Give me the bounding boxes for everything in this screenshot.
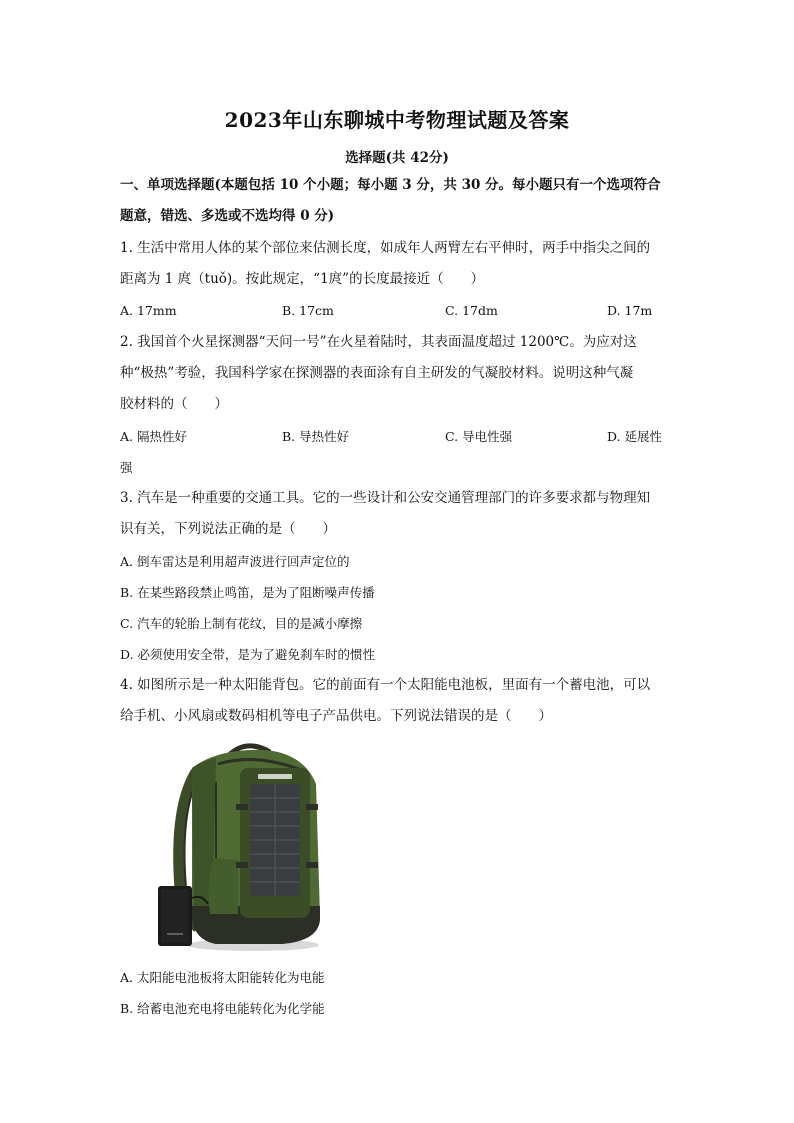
section-subtitle: 选择题(共 42分) xyxy=(345,150,449,166)
solar-backpack-illustration xyxy=(158,738,324,952)
q2-option-a: A. 隔热性好 xyxy=(120,429,187,444)
q2-option-b: B. 导热性好 xyxy=(282,429,350,444)
section-heading-line-1: 一、单项选择题(本题包括 10 个小题；每小题 3 分，共 30 分。每小题只有一个选项符合 xyxy=(120,177,661,193)
q4-option-a: A. 太阳能电池板将太阳能转化为电能 xyxy=(120,970,325,985)
q2-text-line-2: 种“极热”考验，我国科学家在探测器的表面涂有自主研发的气凝胶材料。说明这种气凝 xyxy=(120,365,634,381)
q2-option-c: C. 导电性强 xyxy=(445,429,513,444)
q1-option-b: B. 17cm xyxy=(282,303,334,318)
q2-option-d: D. 延展性 xyxy=(607,429,663,444)
q2-option-d-wrap: 强 xyxy=(120,460,133,475)
q3-text-line-1: 3. 汽车是一种重要的交通工具。它的一些设计和公安交通管理部门的许多要求都与物理知 xyxy=(120,490,651,506)
q4-text-line-2: 给手机、小风扇或数码相机等电子产品供电。下列说法错误的是（ ） xyxy=(120,708,552,724)
q2-text-line-3: 胶材料的（ ） xyxy=(120,396,228,412)
q4-option-b: B. 给蓄电池充电将电能转化为化学能 xyxy=(120,1001,325,1016)
q3-option-d: D. 必须使用安全带，是为了避免刹车时的惯性 xyxy=(120,647,376,662)
q3-option-c: C. 汽车的轮胎上制有花纹，目的是减小摩擦 xyxy=(120,616,363,631)
q3-option-a: A. 倒车雷达是利用超声波进行回声定位的 xyxy=(120,554,350,569)
page-title: 2023年山东聊城中考物理试题及答案 xyxy=(224,108,570,132)
q1-option-d: D. 17m xyxy=(607,303,653,318)
q1-text-line-2: 距离为 1 庹（tuǒ)。按此规定，“1庹”的长度最接近（ ） xyxy=(120,271,485,287)
q1-text-line-1: 1. 生活中常用人体的某个部位来估测长度，如成年人两臂左右平伸时，两手中指尖之间的 xyxy=(120,240,651,256)
solar-backpack-image xyxy=(158,738,324,952)
q4-text-line-1: 4. 如图所示是一种太阳能背包。它的前面有一个太阳能电池板，里面有一个蓄电池，可以 xyxy=(120,677,651,693)
q3-option-b: B. 在某些路段禁止鸣笛，是为了阻断噪声传播 xyxy=(120,585,375,600)
q1-option-a: A. 17mm xyxy=(120,303,177,318)
section-heading-line-2: 题意，错选、多选或不选均得 0 分) xyxy=(120,208,335,224)
q1-option-c: C. 17dm xyxy=(445,303,498,318)
q2-text-line-1: 2. 我国首个火星探测器“天问一号”在火星着陆时，其表面温度超过 1200℃。为应对这 xyxy=(120,334,637,350)
q3-text-line-2: 识有关，下列说法正确的是（ ） xyxy=(120,521,336,537)
